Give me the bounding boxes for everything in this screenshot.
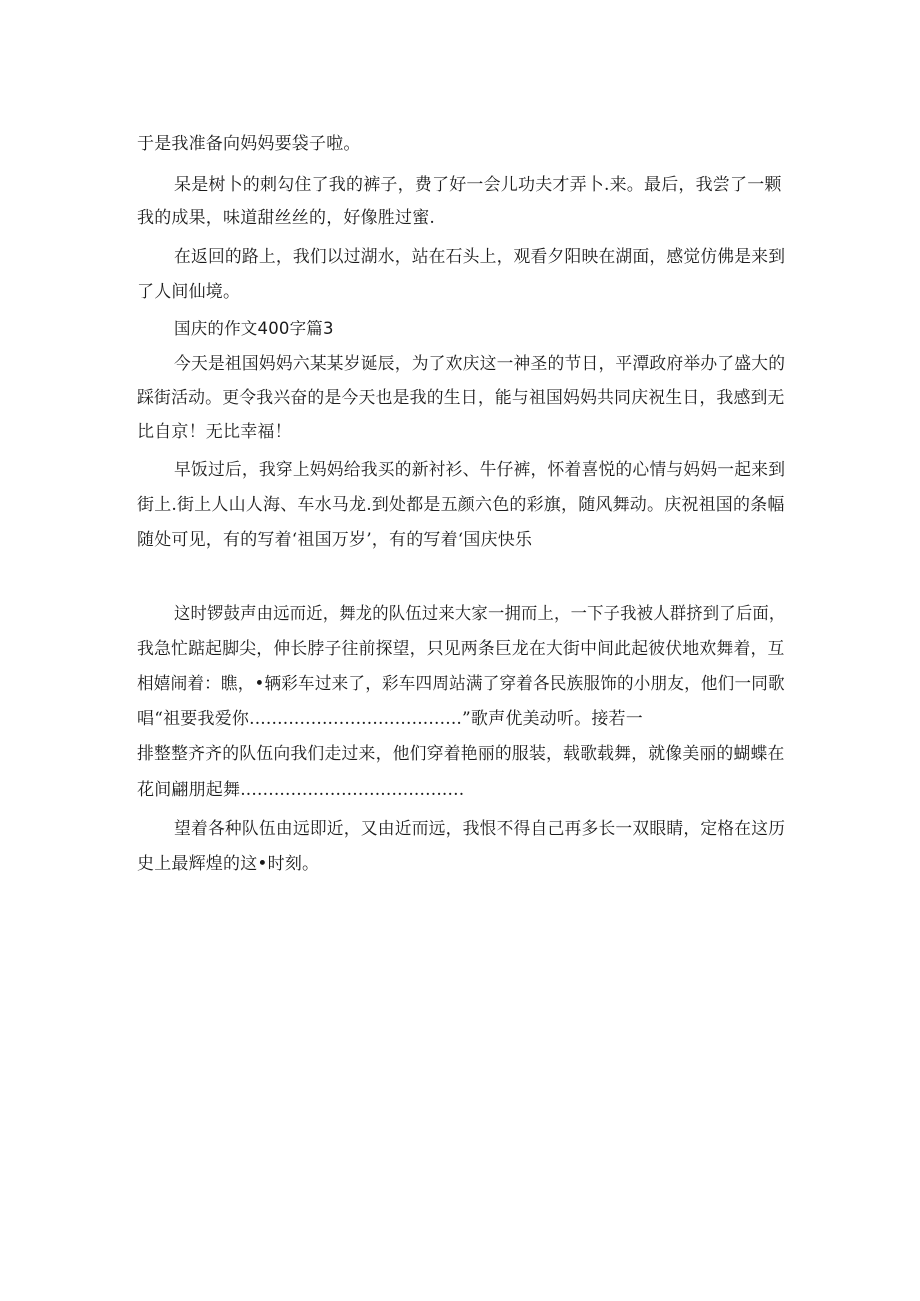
paragraph-line: 唱“祖要我爱你......................................”歌声优美动听。接若一 (137, 709, 643, 729)
paragraph-line: 这时锣鼓声由远而近，舞龙的队伍过来大家一拥而上，一下子我被人群挤到了后面， (174, 604, 786, 624)
paragraph-line: 史上最辉煌的这•时刻。 (137, 854, 320, 874)
paragraph-line: 望着各种队伍由远即近，又由近而远，我恨不得自己再多长一双眼睛，定格在这历 (174, 819, 786, 839)
paragraph-line: 踩街活动。更令我兴奋的是今天也是我的生日，能与祖国妈妈共同庆祝生日，我感到无 (137, 388, 785, 408)
paragraph-line: 比自京！无比幸福！ (137, 422, 292, 442)
paragraph-line: 排整整齐齐的队伍向我们走过来，他们穿着艳丽的服装，载歌载舞，就像美丽的蝴蝶在 (137, 744, 785, 764)
paragraph-line: 今天是祖国妈妈六某某岁诞辰，为了欢庆这一神圣的节日，平潭政府举办了盛大的 (174, 354, 786, 374)
paragraph-line: 在返回的路上，我们以过湖水，站在石头上，观看夕阳映在湖面，感觉仿佛是来到 (174, 247, 786, 267)
section-heading: 国庆的作文400字篇3 (174, 319, 334, 338)
paragraph-line: 街上.街上人山人海、车水马龙.到处都是五颜六色的彩旗，随风舞动。庆祝祖国的条幅 (137, 495, 785, 515)
paragraph-line: 花间翩朋起舞........................................ (137, 780, 465, 800)
paragraph-line: 于是我准备向妈妈要袋子啦。 (137, 134, 361, 154)
paragraph-line: 我的成果，味道甜丝丝的，好像胜过蜜. (137, 208, 436, 228)
paragraph-line: 我急忙踮起脚尖，伸长脖子往前探望，只见两条巨龙在大街中间此起彼伏地欢舞着，互 (137, 639, 785, 659)
paragraph-line: 呆是树卜的刺勾住了我的裤子，费了好一会儿功夫才弄卜.来。最后，我尝了一颗 (174, 175, 782, 195)
paragraph-line: 相嬉闹着：瞧，•辆彩车过来了，彩车四周站满了穿着各民族服饰的小朋友，他们一同歌 (137, 674, 785, 694)
paragraph-line: 了人间仙境。 (137, 282, 241, 302)
paragraph-line: 早饭过后，我穿上妈妈给我买的新衬衫、牛仔裤，怀着喜悦的心情与妈妈一起来到 (174, 460, 786, 480)
paragraph-line: 随处可见，有的写着‘祖国万岁’，有的写着‘国庆快乐 (137, 530, 533, 550)
